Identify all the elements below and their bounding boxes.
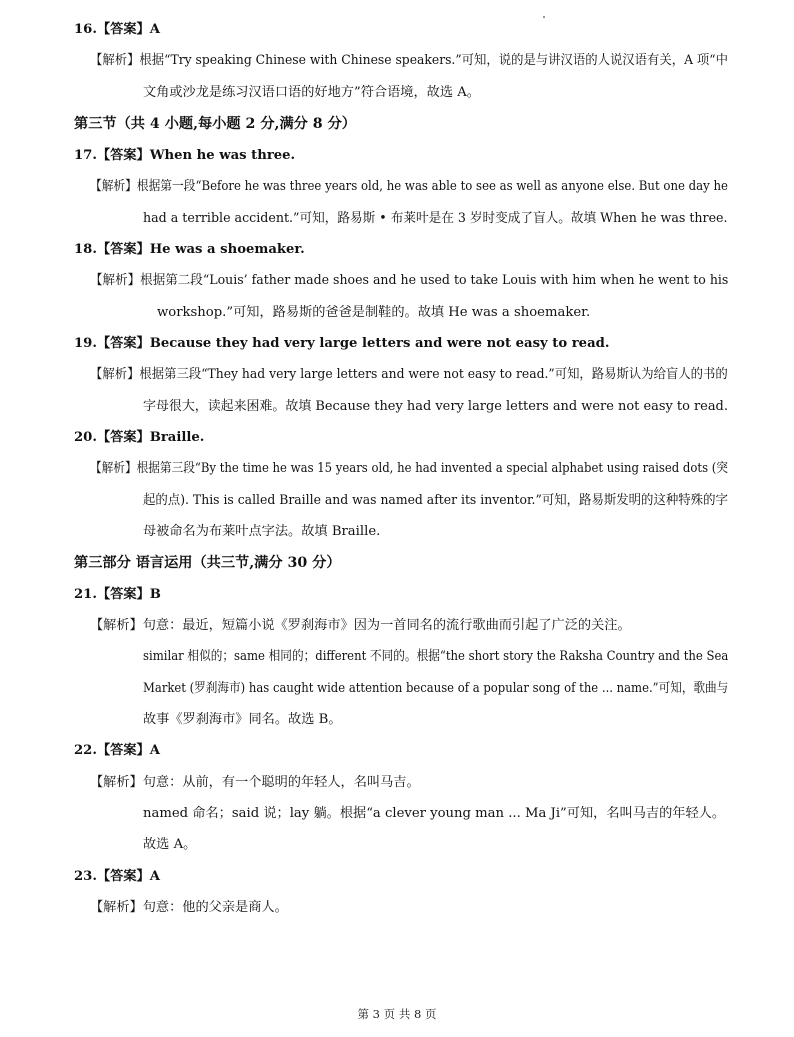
q21-explanation-line-2: similar 相似的；same 相同的；different 不同的。根据“the short story the Raksha Country and the Sea — [143, 649, 729, 664]
q17-explanation-line-2: had a terrible accident.”可知，路易斯 • 布莱叶是在 3 岁时变成了盲人。故填 When he was three. — [143, 211, 728, 226]
q23-explanation-line-1: 【解析】句意：他的父亲是商人。 — [90, 900, 288, 915]
q22-explanation-line-1: 【解析】句意：从前，有一个聪明的年轻人，名叫马吉。 — [90, 775, 420, 790]
q16-explanation-line-1: 【解析】根据“Try speaking Chinese with Chinese speakers.”可知，说的是与讲汉语的人说汉语有关，A 项“中 — [90, 53, 728, 68]
q21-explanation-line-1: 【解析】句意：最近，短篇小说《罗刹海市》因为一首同名的流行歌曲而引起了广泛的关注。 — [90, 618, 631, 633]
q16-answer: 16.【答案】A — [74, 22, 160, 37]
q17-explanation-line-1: 【解析】根据第一段“Before he was three years old, he was able to see as well as anyone else. But one day he — [90, 179, 728, 194]
q18-explanation-line-1: 【解析】根据第二段“Louis’ father made shoes and he used to take Louis with him when he went to his — [90, 273, 729, 288]
section-3-heading: 第三节（共 4 小题,每小题 2 分,满分 8 分） — [74, 116, 356, 132]
scan-speck — [543, 16, 545, 18]
q20-answer: 20.【答案】Braille. — [74, 430, 205, 445]
q21-answer: 21.【答案】B — [74, 587, 161, 602]
q22-answer: 22.【答案】A — [74, 743, 160, 758]
q23-answer: 23.【答案】A — [74, 869, 160, 884]
q19-explanation-line-1: 【解析】根据第三段“They had very large letters and were not easy to read.”可知，路易斯认为给盲人的书的 — [90, 367, 728, 382]
page-number-footer: 第 3 页 共 8 页 — [357, 1007, 437, 1021]
q21-explanation-line-3: Market (罗刹海市) has caught wide attention because of a popular song of the ... name.”可知，歌曲与 — [143, 681, 729, 696]
q18-answer: 18.【答案】He was a shoemaker. — [74, 242, 305, 257]
q16-explanation-line-2: 文角或沙龙是练习汉语口语的好地方”符合语境，故选 A。 — [143, 85, 480, 100]
q19-answer: 19.【答案】Because they had very large letters and were not easy to read. — [74, 336, 610, 351]
q19-explanation-line-2: 字母很大，读起来困难。故填 Because they had very large letters and were not easy to read. — [143, 399, 728, 414]
q20-explanation-line-2: 起的点). This is called Braille and was named after its inventor.”可知，路易斯发明的这种特殊的字 — [143, 493, 728, 508]
q17-answer: 17.【答案】When he was three. — [74, 148, 296, 163]
q22-explanation-line-3: 故选 A。 — [143, 837, 197, 852]
q20-explanation-line-3: 母被命名为布莱叶点字法。故填 Braille. — [143, 524, 381, 539]
q18-explanation-line-2: workshop.”可知，路易斯的爸爸是制鞋的。故填 He was a shoemaker. — [157, 305, 591, 320]
part-3-heading: 第三部分 语言运用（共三节,满分 30 分） — [74, 555, 341, 571]
q22-explanation-line-2: named 命名；said 说；lay 躺。根据“a clever young man ... Ma Ji”可知，名叫马吉的年轻人。 — [143, 806, 726, 821]
q21-explanation-line-4: 故事《罗刹海市》同名。故选 B。 — [143, 712, 342, 727]
q20-explanation-line-1: 【解析】根据第三段“By the time he was 15 years old, he had invented a special alphabet using raised dots (突 — [90, 461, 728, 476]
